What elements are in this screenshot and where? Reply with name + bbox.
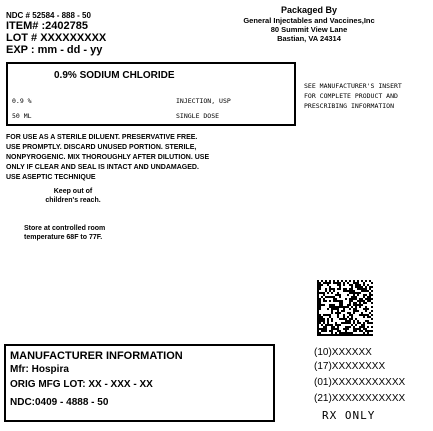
item-number: ITEM# :2402785 xyxy=(6,20,88,32)
instructions-line-4: ONLY IF CLEAR AND SEAL IS INTACT AND UNDAMAGED. xyxy=(6,164,199,171)
product-title: 0.9% SODIUM CHLORIDE xyxy=(54,70,175,81)
manufacturer-box xyxy=(4,344,275,422)
packager-line-3: 80 Summit View Lane xyxy=(270,25,348,34)
children-warning-line-2: children's reach. xyxy=(45,197,101,204)
storage-note xyxy=(24,224,105,242)
code-17: (17)XXXXXXXX xyxy=(314,361,386,372)
rx-only: RX ONLY xyxy=(322,409,376,422)
code-01: (01)XXXXXXXXXXX xyxy=(314,377,406,388)
instructions-block xyxy=(6,133,209,183)
product-volume: 50 ML xyxy=(12,112,32,120)
storage-line-2: temperature 68F to 77F. xyxy=(24,234,103,241)
insert-note-line-1: SEE MANUFACTURER'S INSERT xyxy=(304,82,402,90)
manufacturer-heading: MANUFACTURER INFORMATION xyxy=(10,350,183,362)
instructions-line-2: USE PROMPTLY. DISCARD UNUSED PORTION. STERILE, xyxy=(6,144,197,151)
expiration-date: EXP : mm - dd - yy xyxy=(6,44,103,56)
children-warning-line-1: Keep out of xyxy=(53,188,93,195)
insert-note-line-3: PRESCRIBING INFORMATION xyxy=(304,102,395,110)
instructions-line-1: FOR USE AS A STERILE DILUENT. PRESERVATIVE FREE. xyxy=(6,134,198,141)
lot-number: LOT # XXXXXXXXX xyxy=(6,32,107,44)
original-lot: ORIG MFG LOT: XX - XXX - XX xyxy=(10,379,153,390)
packager-line-4: Bastian, VA 24314 xyxy=(277,34,341,43)
ndc-number: NDC # 52584 - 888 - 50 xyxy=(6,11,91,20)
code-10: (10)XXXXXX xyxy=(314,347,372,358)
instructions-line-5: USE ASEPTIC TECHNIQUE xyxy=(6,174,96,181)
product-dose: SINGLE DOSE xyxy=(176,112,220,120)
insert-note-line-2: FOR COMPLETE PRODUCT AND xyxy=(304,92,398,100)
children-warning xyxy=(18,187,128,205)
storage-line-1: Store at controlled room xyxy=(24,225,106,232)
manufacturer-ndc: NDC:0409 - 4888 - 50 xyxy=(10,397,109,408)
packager-block xyxy=(196,5,422,43)
product-box xyxy=(6,62,296,126)
manufacturer-name: Mfr: Hospira xyxy=(10,364,69,375)
code-21: (21)XXXXXXXXXXX xyxy=(314,393,406,404)
datamatrix-barcode xyxy=(317,280,373,336)
product-strength: 0.9 % xyxy=(12,97,32,105)
packager-line-2: General Injectables and Vaccines,Inc xyxy=(243,16,375,25)
instructions-line-3: NONPYROGENIC. MIX THOROUGHLY AFTER DILUTION. USE xyxy=(6,154,210,161)
packager-line-1: Packaged By xyxy=(280,5,338,15)
product-form: INJECTION, USP xyxy=(176,97,231,105)
